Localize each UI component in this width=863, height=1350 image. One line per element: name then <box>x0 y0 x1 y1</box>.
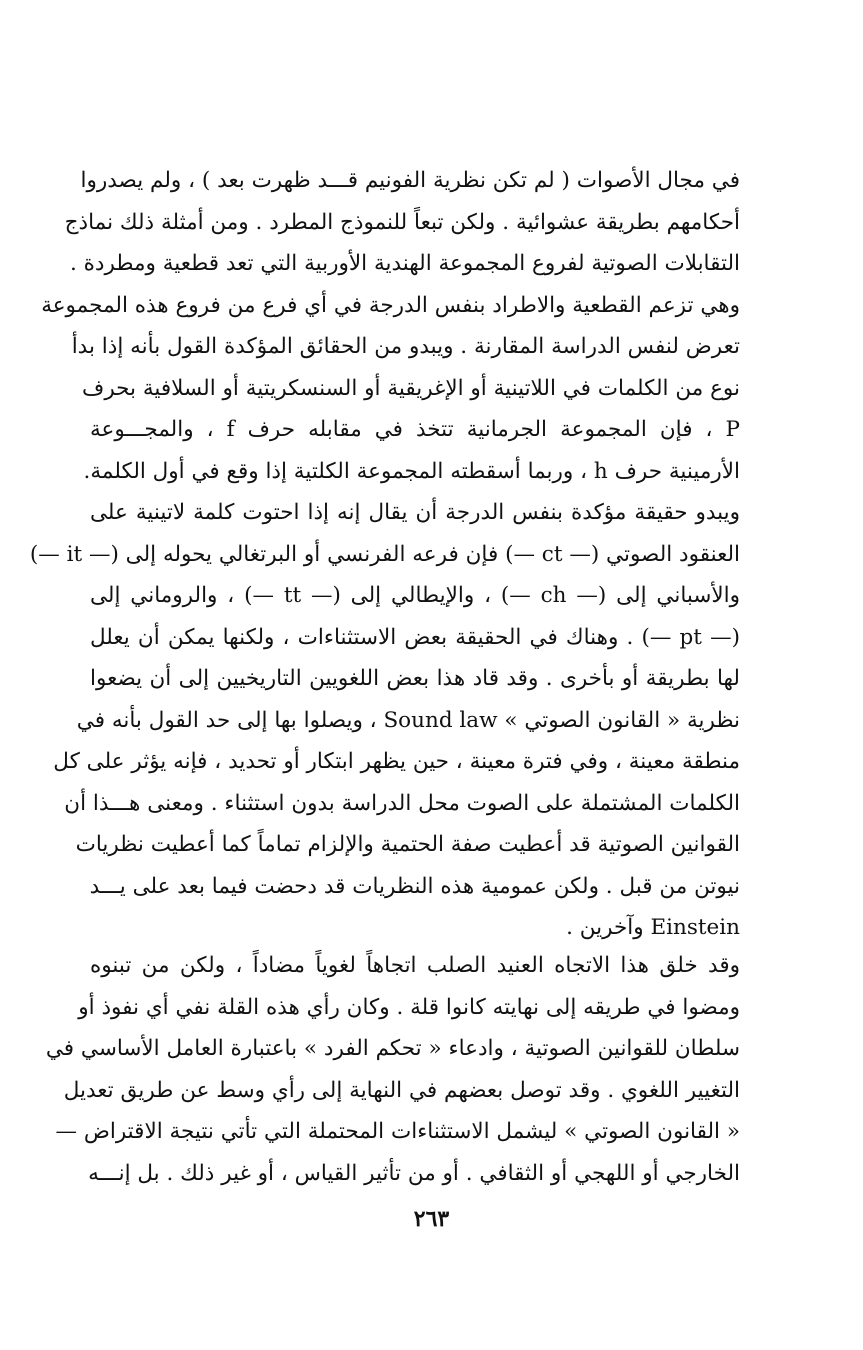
text-line: والأسباني إلى (— ch —) ، والإيطالي إلى (— tt —) ، والروماني إلى <box>90 583 740 608</box>
text-line: سلطان للقوانين الصوتية ، وادعاء « تحكم الفرد » باعتبارة العامل الأساسي في <box>45 1036 740 1061</box>
text-line: (— pt —) . وهناك في الحقيقة بعض الاستثناءات ، ولكنها يمكن أن يعلل <box>90 624 740 650</box>
text-line: الأرمينية حرف h ، وربما أسقطته المجموعة الكلتية إذا وقع في أول الكلمة. <box>83 458 740 484</box>
text-line: العنقود الصوتي (— ct —) فإن فرعه الفرنسي أو البرتغالي يحوله إلى (— it —) <box>29 541 740 567</box>
text-line: P ، فإن المجموعة الجرمانية تتخذ في مقابله حرف f ، والمجـــوعة <box>90 417 740 442</box>
text-line: « القانون الصوتي » ليشمل الاستثناءات المحتملة التي تأتي نتيجة الاقتراض — <box>55 1119 740 1144</box>
text-line: الخارجي أو اللهجي أو الثقافي . أو من تأثير القياس ، أو غير ذلك . بل إنـــه <box>88 1160 740 1186</box>
text-line: وهي تزعم القطعية والاطراد بنفس الدرجة في أي فرع من فروع هذه المجموعة <box>41 292 740 318</box>
text-line: نوع من الكلمات في اللاتينية أو الإغريقية أو السنسكريتية أو السلافية بحرف <box>82 375 740 401</box>
text-line: ومضوا في طريقه إلى نهايته كانوا قلة . وكان رأي هذه القلة نفي أي نفوذ أو <box>78 994 740 1020</box>
paragraph-2 <box>45 945 740 1194</box>
text-line: التغيير اللغوي . وقد توصل بعضهم في النهاية إلى رأي وسط عن طريق تعديل <box>63 1077 740 1103</box>
text-line: القوانين الصوتية قد أعطيت صفة الحتمية والإلزام تماماً كما أعطيت نظريات <box>75 832 740 857</box>
text-line: لها بطريقة أو بأخرى . وقد قاد هذا بعض اللغويين التاريخيين إلى أن يضعوا <box>90 666 740 691</box>
text-line: نظرية « القانون الصوتي » Sound law ، ويصلوا بها إلى حد القول بأنه في <box>76 707 740 733</box>
text-line: Einstein وآخرين . <box>566 915 740 940</box>
text-line: ويبدو حقيقة مؤكدة بنفس الدرجة أن يقال إنه إذا احتوت كلمة لاتينية على <box>90 500 740 525</box>
paragraph-1 <box>29 160 740 949</box>
text-line: أحكامهم بطريقة عشوائية . ولكن تبعاً للنموذج المطرد . ومن أمثلة ذلك نماذج <box>64 209 740 235</box>
page-number: ٢٦٣ <box>413 1206 450 1232</box>
text-line: منطقة معينة ، وفي فترة معينة ، حين يظهر ابتكار أو تحديد ، فإنه يؤثر على كل <box>53 749 740 774</box>
text-line: الكلمات المشتملة على الصوت محل الدراسة بدون استثناء . ومعنى هـــذا أن <box>64 790 740 816</box>
text-line: نيوتن من قبل . ولكن عمومية هذه النظريات قد دحضت فيما بعد على يـــد <box>89 873 740 899</box>
text-line: وقد خلق هذا الاتجاه العنيد الصلب اتجاهاً لغوياً مضاداً ، ولكن من تبنوه <box>90 953 740 978</box>
text-line: في مجال الأصوات ( لم تكن نظرية الفونيم قـــد ظهرت بعد ) ، ولم يصدروا <box>80 168 740 193</box>
text-line: تعرض لنفس الدراسة المقارنة . ويبدو من الحقائق المؤكدة القول بأنه إذا بدأ <box>71 334 740 359</box>
text-line: التقابلات الصوتية لفروع المجموعة الهندية الأوربية التي تعد قطعية ومطردة . <box>70 251 740 276</box>
